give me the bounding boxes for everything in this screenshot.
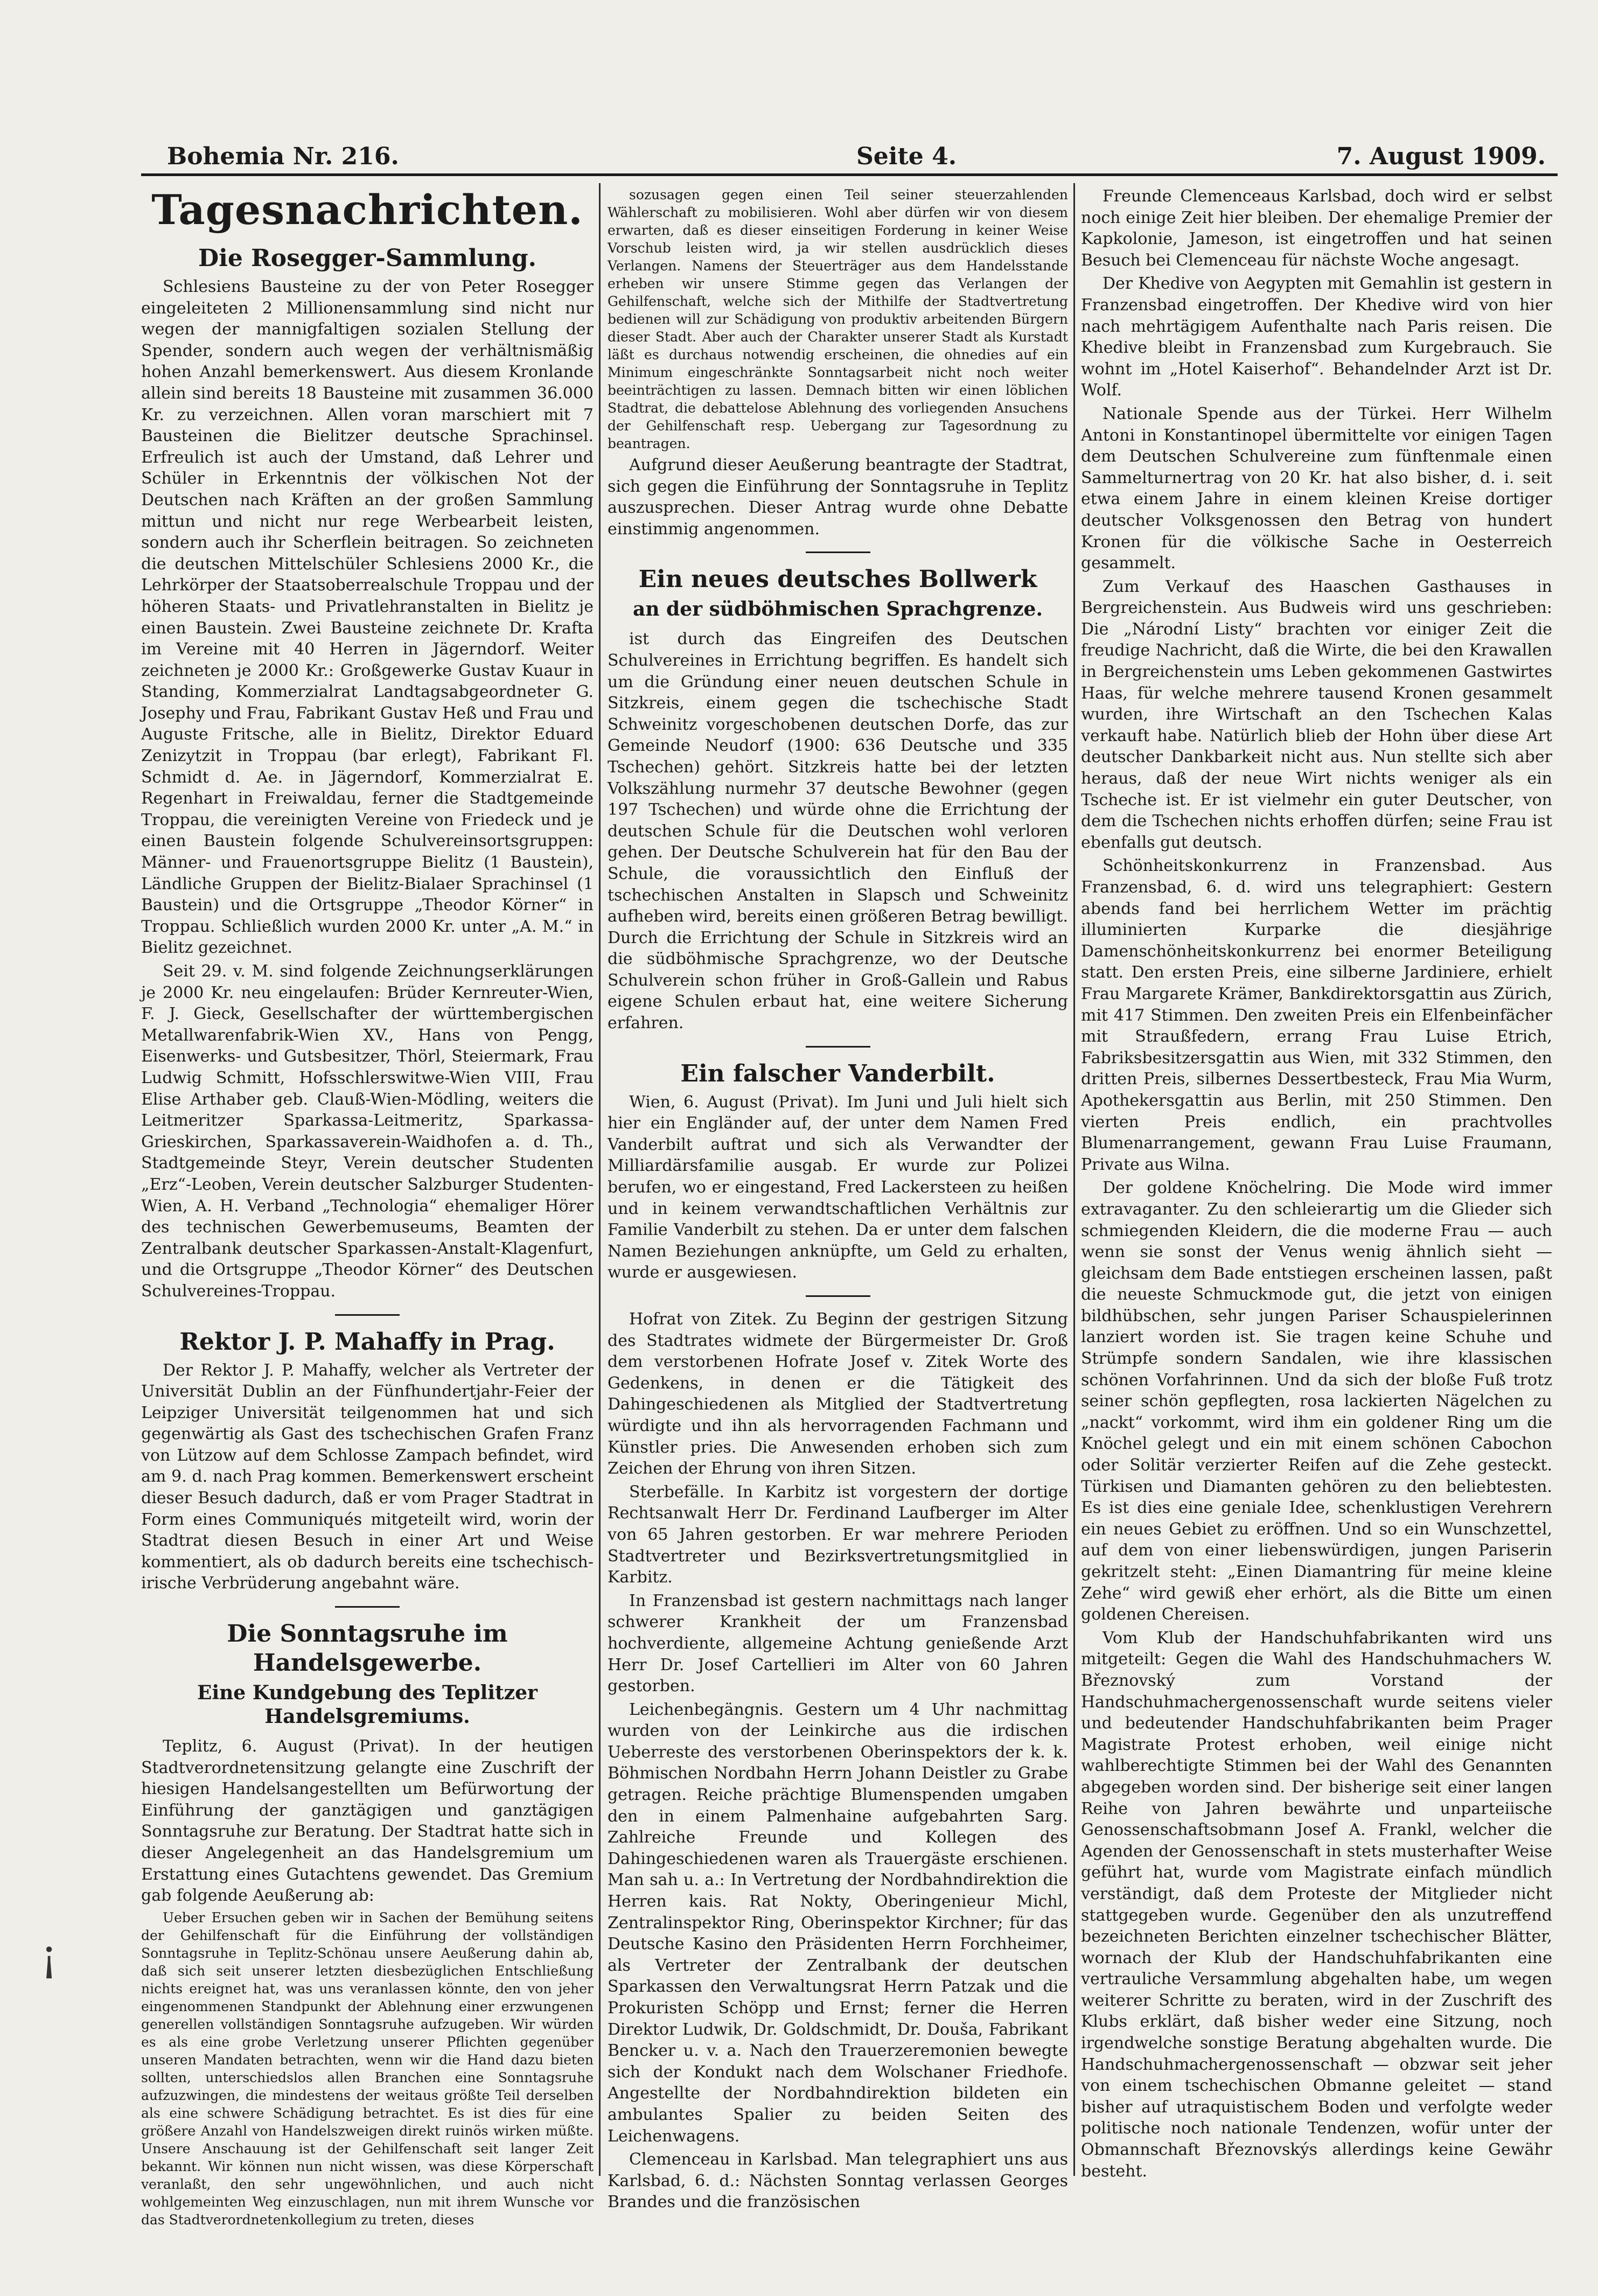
news-item: Der Khedive von Aegypten mit Gemahlin ist gestern in Franzensbad eingetroffen. Der Khedive wird von hier nach mehrtägigem Aufenthalte nach Paris reisen. Die Khedive bleibt in Franzensbad zum Kurgebrauch. Sie wohnt im „Hotel Kaiserhof“. Behandelnder Arzt ist Dr. Wolf. [1081,274,1552,400]
article-subtitle: an der südböhmischen Sprachgrenze. [633,598,1043,621]
separator [806,1295,870,1297]
article-paragraph: Seit 29. v. M. sind folgende Zeichnungserklärungen je 2000 Kr. neu eingelaufen: Brüder Kernreuter-Wien, F. J. Gieck, Gesellschafter der württembergischen Metallwarenfabrik-Wien XV., Hans von Pengg, Eisenwerks- und Gutsbesitzer, Thörl, Steiermark, Frau Ludwig Schmitt, Hofsschlerswitwe-Wien VIII, Frau Elise Arthaber geb. Clauß-Wien-Mödling, weiters die Leitmeritzer Sparkassa-Leitmeritz, Sparkassa-Grieskirchen, Sparkassaverein-Waidhofen a. d. Th., Stadtgemeinde Steyr, Verein deutscher Studenten „Erz“-Leoben, Verein deutscher Salzburger Studenten-Wien, A. H. Verband „Technologia“ ehemaliger Hörer des technischen Gewerbemuseums, Beamten der Zentralbank deutscher Sparkassen-Anstalt-Klagenfurt, und die Ortsgruppe „Theodor Körner“ des Deutschen Schulvereines-Troppau. [141,962,594,1301]
article-paragraph: ist durch das Eingreifen des Deutschen Schulvereines in Errichtung begriffen. Es handelt sich um die Gründung einer neuen deutschen Schule in Sitzkreis, einem gegen die tschechische Stadt Schweinitz vorgeschobenen deutschen Dorfe, das zur Gemeinde Neudorf (1900: 636 Deutsche und 335 Tschechen) gehört. Sitzkreis hatte bei der letzten Volkszählung nurmehr 37 deutsche Bewohner (gegen 197 Tschechen) und würde ohne die Errichtung der deutschen Schule für die Deutschen wohl verloren gehen. Der Deutsche Schulverein hat für den Bau der Schule, die voraussichtlich den Einfluß der tschechischen Anstalten in Slapsch und Schweinitz aufheben wird, bereits einen größeren Betrag bewilligt. Durch die Errichtung der Schule in Sitzkreis wird an die südböhmische Sprachgrenze, wo der Deutsche Schulverein schon früher in Groß-Gallein und Rabus eigene Schulen erbaut hat, eine weitere Sicherung erfahren. [608,630,1068,1033]
article-paragraph: Schlesiens Bausteine zu der von Peter Rosegger eingeleiteten 2 Millionensammlung sind nicht nur wegen der mannigfaltigen sozialen Stellung der Spender, sondern auch wegen der verhältnismäßig hohen Anzahl bemerkenswert. Aus diesem Kronlande allein sind bereits 18 Bausteine mit zusammen 36.000 Kr. zu verzeichnen. Allen voran marschiert mit 7 Bausteinen die Bielitzer deutsche Sprachinsel. Erfreulich ist auch der Umstand, daß Lehrer und Schüler in Erkenntnis der völkischen Not der Deutschen nach Kräften an der großen Sammlung mittun und nicht nur rege Werbearbeit leisten, sondern auch ihr Scherflein beitragen. So zeichneten die deutschen Mittelschüler Schlesiens 2000 Kr., die Lehrkörper der Staatsoberrealschule Troppau und der höheren Staats- und Privatlehranstalten in Bielitz je einen Baustein. Zwei Bausteine zeichnete Dr. Krafta im Vereine mit 40 Herren in Jägerndorf. Weiter zeichneten je 2000 Kr.: Großgewerke Gustav Kuaur in Standing, Kommerzialrat Landtagsabgeordneter G. Josephy und Frau, Fabrikant Gustav Heß und Frau und Auguste Fritsche, alle in Bielitz, Direktor Eduard Zenizytzit in Troppau (bar erlegt), Fabrikant Fl. Schmidt d. Ae. in Jägerndorf, Kommerzialrat E. Regenhart in Freiwaldau, ferner die Stadtgemeinde Troppau, die vereinigten Vereine von Friedeck und je einen Baustein folgende Schulvereinsortsgruppen: Männer- und Frauenortsgruppe Bielitz (1 Baustein), Ländliche Gruppen der Bielitz-Bialaer Sprachinsel (1 Baustein) und die Ortsgruppe „Theodor Körner“ in Troppau. Schließlich wurden 2000 Kr. unter „A. M.“ in Bielitz gezeichnet. [141,277,594,958]
news-item: Sterbefälle. In Karbitz ist vorgestern der dortige Rechtsanwalt Herr Dr. Ferdinand Laufberger im Alter von 65 Jahren gestorben. Er war mehrere Perioden Stadtvertreter und Bezirksvertretungsmitglied in Karbitz. [608,1482,1068,1587]
news-item: Leichenbegängnis. Gestern um 4 Uhr nachmittag wurden von der Leinkirche aus die irdischen Ueberreste des verstorbenen Oberinspektors der k. k. Böhmischen Nordbahn Herrn Johann Deistler zu Grabe getragen. Reiche prächtige Blumenspenden umgaben den in einem Palmenhaine aufgebahrten Sarg. Zahlreiche Freunde und Kollegen des Dahingeschiedenen waren als Trauergäste erschienen. Man sah u. a.: In Vertretung der Nordbahndirektion die Herren kais. Rat Nokty, Oberingenieur Michl, Zentralinspektor Ring, Oberinspektor Kirchner; für das Deutsche Kasino den Präsidenten Herrn Forchheimer, als Vertreter der Zentralbank der deutschen Sparkassen den Verwaltungsrat Herrn Patzak und die Prokuristen Schöpp und Ernst; ferner die Herren Direktor Ludwik, Dr. Goldschmidt, Dr. Douša, Fabrikant Bencker u. v. a. Nach den Trauerzeremonien bewegte sich der Kondukt nach dem Wolschaner Friedhofe. Angestellte der Nordbahndirektion bildeten ein ambulantes Spalier zu beiden Seiten des Leichenwagens. [608,1700,1068,2146]
page-header [145,143,1546,175]
article-title: Rektor J. P. Mahaffy in Prag. [179,1328,555,1356]
separator [335,1314,400,1316]
news-item: Freunde Clemenceaus Karlsbad, doch wird er selbst noch einige Zeit hier bleiben. Der ehemalige Premier der Kapkolonie, Jameson, ist eingetroffen und hat seinen Besuch bei Clemenceau für nächste Woche angesagt. [1081,187,1552,270]
article-subtitle: Eine Kundgebung des Teplitzer Handelsgremiums. [197,1681,538,1728]
news-item: Zum Verkauf des Haaschen Gasthauses in Bergreichenstein. Aus Budweis wird uns geschrieben: Die „Národní Listy“ brachten vor einiger Zeit die freudige Nachricht, daß die Wirte, die bei den Krawallen in Bergreichenstein ums Leben gekommenen Gastwirtes Haas, für welche mehrere tausend Kronen gesammelt wurden, ihre Wirtschaft an den Tschechen Kalas verkauft habe. Natürlich blieb der Hohn über diese Art deutscher Dankbarkeit nicht aus. Nun stellte sich aber heraus, daß der neue Wirt nichts weniger als ein Tscheche ist. Er ist vielmehr ein guter Deutscher, von dem die Tschechen nichts erhoffen dürfen; seine Frau ist ebenfalls gut deutsch. [1081,577,1552,852]
margin-mark: ¡ [40,1931,58,1981]
column-1 [141,186,594,2228]
column-3 [1081,186,1552,2200]
paper-issue: Bohemia Nr. 216. [167,143,399,170]
article-title: Ein neues deutsches Bollwerk [638,566,1037,594]
column-2 [608,186,1068,2212]
section-title: Tagesnachrichten. [151,186,583,234]
separator [806,1046,870,1048]
article-paragraph: Teplitz, 6. August (Privat). In der heutigen Stadtverordnetensitzung gelangte eine Zuschrift der hiesigen Handelsangestellten um Befürwortung der Einführung der ganztägigen und ganztägigen Sonntagsruhe zur Beratung. Der Stadtrat hatte sich in dieser Angelegenheit an das Handelsgremium um Erstattung eines Gutachtens gewendet. Das Gremium gab folgende Aeußerung ab: [141,1737,594,1906]
article-paragraph: Der Rektor J. P. Mahaffy, welcher als Vertreter der Universität Dublin an der Fünfhundertjahr-Feier der Leipziger Universität teilgenommen hat und sich gegenwärtig als Gast des tschechischen Grafen Franz von Lützow auf dem Schlosse Zampach befindet, wird am 9. d. nach Prag kommen. Bemerkenswert erscheint dieser Besuch dadurch, daß er vom Prager Stadtrat in Form eines Communiqués mitgeteilt wird, worin der Stadtrat diesen Besuch in einer Art und Weise kommentiert, als ob dadurch bereits eine tschechisch-irische Verbrüderung angebahnt wäre. [141,1360,594,1593]
separator [806,552,870,553]
column-rule [599,183,601,2176]
page-number: Seite 4. [856,143,957,170]
article-paragraph: Aufgrund dieser Aeußerung beantragte der Stadtrat, sich gegen die Einführung der Sonntagsruhe in Teplitz auszusprechen. Dieser Antrag wurde ohne Debatte einstimmig angenommen. [608,456,1068,539]
quoted-statement: Ueber Ersuchen geben wir in Sachen der Bemühung seitens der Gehilfenschaft für die Einführung der vollständigen Sonntagsruhe in Teplitz-Schönau unsere Aeußerung dahin ab, daß sich seit unserer letzten diesbezüglichen Entschließung nichts ereignet hat, was uns veranlassen könnte, den von jeher eingenommenen Standpunkt der Ablehnung einer erzwungenen generellen vollständigen Sonntagsruhe aufzugeben. Wir würden es als eine grobe Verletzung unserer Pflichten gegenüber unseren Mandaten betrachten, wenn wir die Hand dazu bieten sollten, unterschiedslos allen Branchen eine Sonntagsruhe aufzuzwingen, die mindestens der weitaus größte Teil derselben als eine schwere Schädigung betrachtet. Es ist dies für eine größere Anzahl von Handelszweigen direkt ruinös wirken müßte. Unsere Anschauung ist der Gehilfenschaft seit langer Zeit bekannt. Wir können nun nicht wissen, was diese Körperschaft veranlaßt, den sehr ungewöhnlichen, und auch nicht wohlgemeinten Weg einzuschlagen, nun mit ihrem Wunsche vor das Stadtverordnetenkollegium zu treten, dieses [141,1909,594,2228]
article-title: Die Sonntagsruhe im Handelsgewerbe. [227,1620,508,1677]
news-item: Der goldene Knöchelring. Die Mode wird immer extravaganter. Zu den schleierartig um die Glieder sich schmiegenden Kleidern, die die moderne Frau — auch wenn sie sonst der Venus wenig ähnlich sieht — gleichsam dem Bade entstiegen erscheinen lassen, paßt die neueste Schmuckmode gut, die jetzt von einigen bildhübschen, sehr jungen Pariser Schauspielerinnen lanziert worden ist. Sie tragen keine Schuhe und Strümpfe sondern Sandalen, wie ihre klassischen schönen Vorfahrinnen. Und da sich der bloße Fuß trotz seiner schön gepflegten, rosa lackierten Nägelchen zu „nackt“ vorkommt, wird ihm ein goldener Ring um die Knöchel gelegt und ein mit einem schönen Cabochon oder Solitär verzierter Reifen auf die Zehe gesteckt. Türkisen und Diamanten gehören zu den beliebtesten. Es ist dies eine geniale Idee, schenklustigen Verehrern ein neues Gebiet zu eröffnen. Und so ein Wunschzettel, auf dem von einer liebenswürdigen, jungen Pariserin gekritzelt steht: „Einen Diamantring für meine kleine Zehe“ wird gewiß eher erhört, als die Bitte um einen goldenen Chereisen. [1081,1178,1552,1624]
news-item: Hofrat von Zitek. Zu Beginn der gestrigen Sitzung des Stadtrates widmete der Bürgermeister Dr. Groß dem verstorbenen Hofrate Josef v. Zitek Worte des Gedenkens, in denen er die Tätigkeit des Dahingeschiedenen als Mitglied der Stadtvertretung würdigte und ihn als hervorragenden Fachmann und Künstler pries. Die Anwesenden erhoben sich zum Zeichen der Ehrung von ihren Sitzen. [608,1310,1068,1478]
column-rule [1073,183,1075,2176]
separator [335,1606,400,1608]
news-item: Vom Klub der Handschuhfabrikanten wird uns mitgeteilt: Gegen die Wahl des Handschuhmachers W. Březnovský zum Vorstand der Handschuhmachergenossenschaft wurde seitens vieler und bedeutender Handschuhfabrikanten beim Prager Magistrate Protest erhoben, weil einige nicht wahlberechtigte Stimmen bei der Wahl des Genannten abgegeben worden sind. Der bisherige seit einer langen Reihe von Jahren bewährte und unparteiische Genossenschaftsobmann Josef A. Frankl, welcher die Agenden der Genossenschaft in stets musterhafter Weise geführt hat, wurde vom Magistrate einfach mündlich verständigt, daß dem Proteste der Mitglieder nicht stattgegeben wurde. Gegenüber den als unzutreffend bezeichneten Berichten einzelner tschechischer Blätter, wornach der Klub der Handschuhfabrikanten eine vertrauliche Versammlung abgehalten habe, um wegen weiterer Schritte zu beraten, wird in der Zuschrift des Klubs erklärt, daß bisher weder eine Sitzung, noch irgendwelche sonstige Beratung abgehalten wurde. Die Handschuhmachergenossenschaft — obzwar seit jeher von einem tschechischen Obmanne geleitet — stand bisher auf utraquistischem Boden und verfolgte weder politische noch nationale Tendenzen, wofür unter der Obmannschaft Březnovskýs allerdings keine Gewähr besteht. [1081,1628,1552,2181]
news-item: Schönheitskonkurrenz in Franzensbad. Aus Franzensbad, 6. d. wird uns telegraphiert: Gestern abends fand bei herrlichem Wetter im prächtig illuminierten Kurparke die diesjährige Damenschönheitskonkurrenz bei enormer Beteiligung statt. Den ersten Preis, eine silberne Jardiniere, erhielt Frau Margarete Krämer, Bankdirektorsgattin aus Zürich, mit 417 Stimmen. Den zweiten Preis ein Elfenbeinfächer mit Straußfedern, errang Frau Luise Etrich, Fabriksbesitzersgattin aus Wien, mit 332 Stimmen, den dritten Preis, silbernes Dessertbesteck, Frau Mia Wurm, Apothekersgattin aus Berlin, mit 250 Stimmen. Den vierten Preis endlich, ein prachtvolles Blumenarrangement, gewann Frau Luise Fraumann, Private aus Wilna. [1081,856,1552,1174]
issue-date: 7. August 1909. [1336,143,1546,170]
article-title: Die Rosegger-Sammlung. [198,245,536,272]
news-item: In Franzensbad ist gestern nachmittags nach langer schwerer Krankheit der um Franzensbad hochverdiente, allgemeine Achtung genießende Arzt Herr Dr. Josef Cartellieri im Alter von 60 Jahren gestorben. [608,1591,1068,1696]
news-item: Nationale Spende aus der Türkei. Herr Wilhelm Antoni in Konstantinopel übermittelte vor einigen Tagen dem Deutschen Schulvereine zum fünftenmale einen Sammelturnertrag von 20 Kr. hat also bisher, d. i. seit etwa einem Jahre in einem kleinen Kreise dortiger deutscher Volksgenossen den Betrag von hundert Kronen für die völkische Sache in Oesterreich gesammelt. [1081,404,1552,573]
news-item: Clemenceau in Karlsbad. Man telegraphiert uns aus Karlsbad, 6. d.: Nächsten Sonntag verlassen Georges Brandes und die französischen [608,2150,1068,2212]
header-rule [141,173,1558,176]
article-paragraph: Wien, 6. August (Privat). Im Juni und Juli hielt sich hier ein Engländer auf, der unter dem Namen Fred Vanderbilt auftrat und sich als Verwandter der Milliardärsfamilie ausgab. Er wurde zur Polizei berufen, wo er eingestand, Fred Lackersteen zu heißen und in keinem verwandtschaftlichen Verhältnis zur Familie Vanderbilt zu stehen. Da er unter dem falschen Namen Beziehungen anknüpfte, um Geld zu erhalten, wurde er ausgewiesen. [608,1092,1068,1282]
quoted-statement: sozusagen gegen einen Teil seiner steuerzahlenden Wählerschaft zu mobilisieren. Wohl aber dürfen wir von diesem erwarten, daß es dieser einseitigen Forderung in keiner Weise Vorschub leisten wird, ja wir stellen ausdrücklich dieses Verlangen. Namens der Steuerträger aus dem Handelsstande erheben wir unsere Stimme gegen das Verlangen der Gehilfenschaft, welche sich der Mithilfe der Stadtvertretung bedienen will zur Schädigung von produktiv arbeitenden Bürgern dieser Stadt. Aber auch der Charakter unserer Stadt als Kurstadt läßt es durchaus notwendig erscheinen, die ohnedies auf ein Minimum eingeschränkte Sonntagsarbeit nicht noch weiter beeinträchtigen zu lassen. Demnach bitten wir einen löblichen Stadtrat, die debattelose Ablehnung des vorliegenden Ansuchens der Gehilfenschaft resp. Uebergang zur Tagesordnung zu beantragen. [608,187,1068,451]
article-title: Ein falscher Vanderbilt. [680,1059,995,1087]
